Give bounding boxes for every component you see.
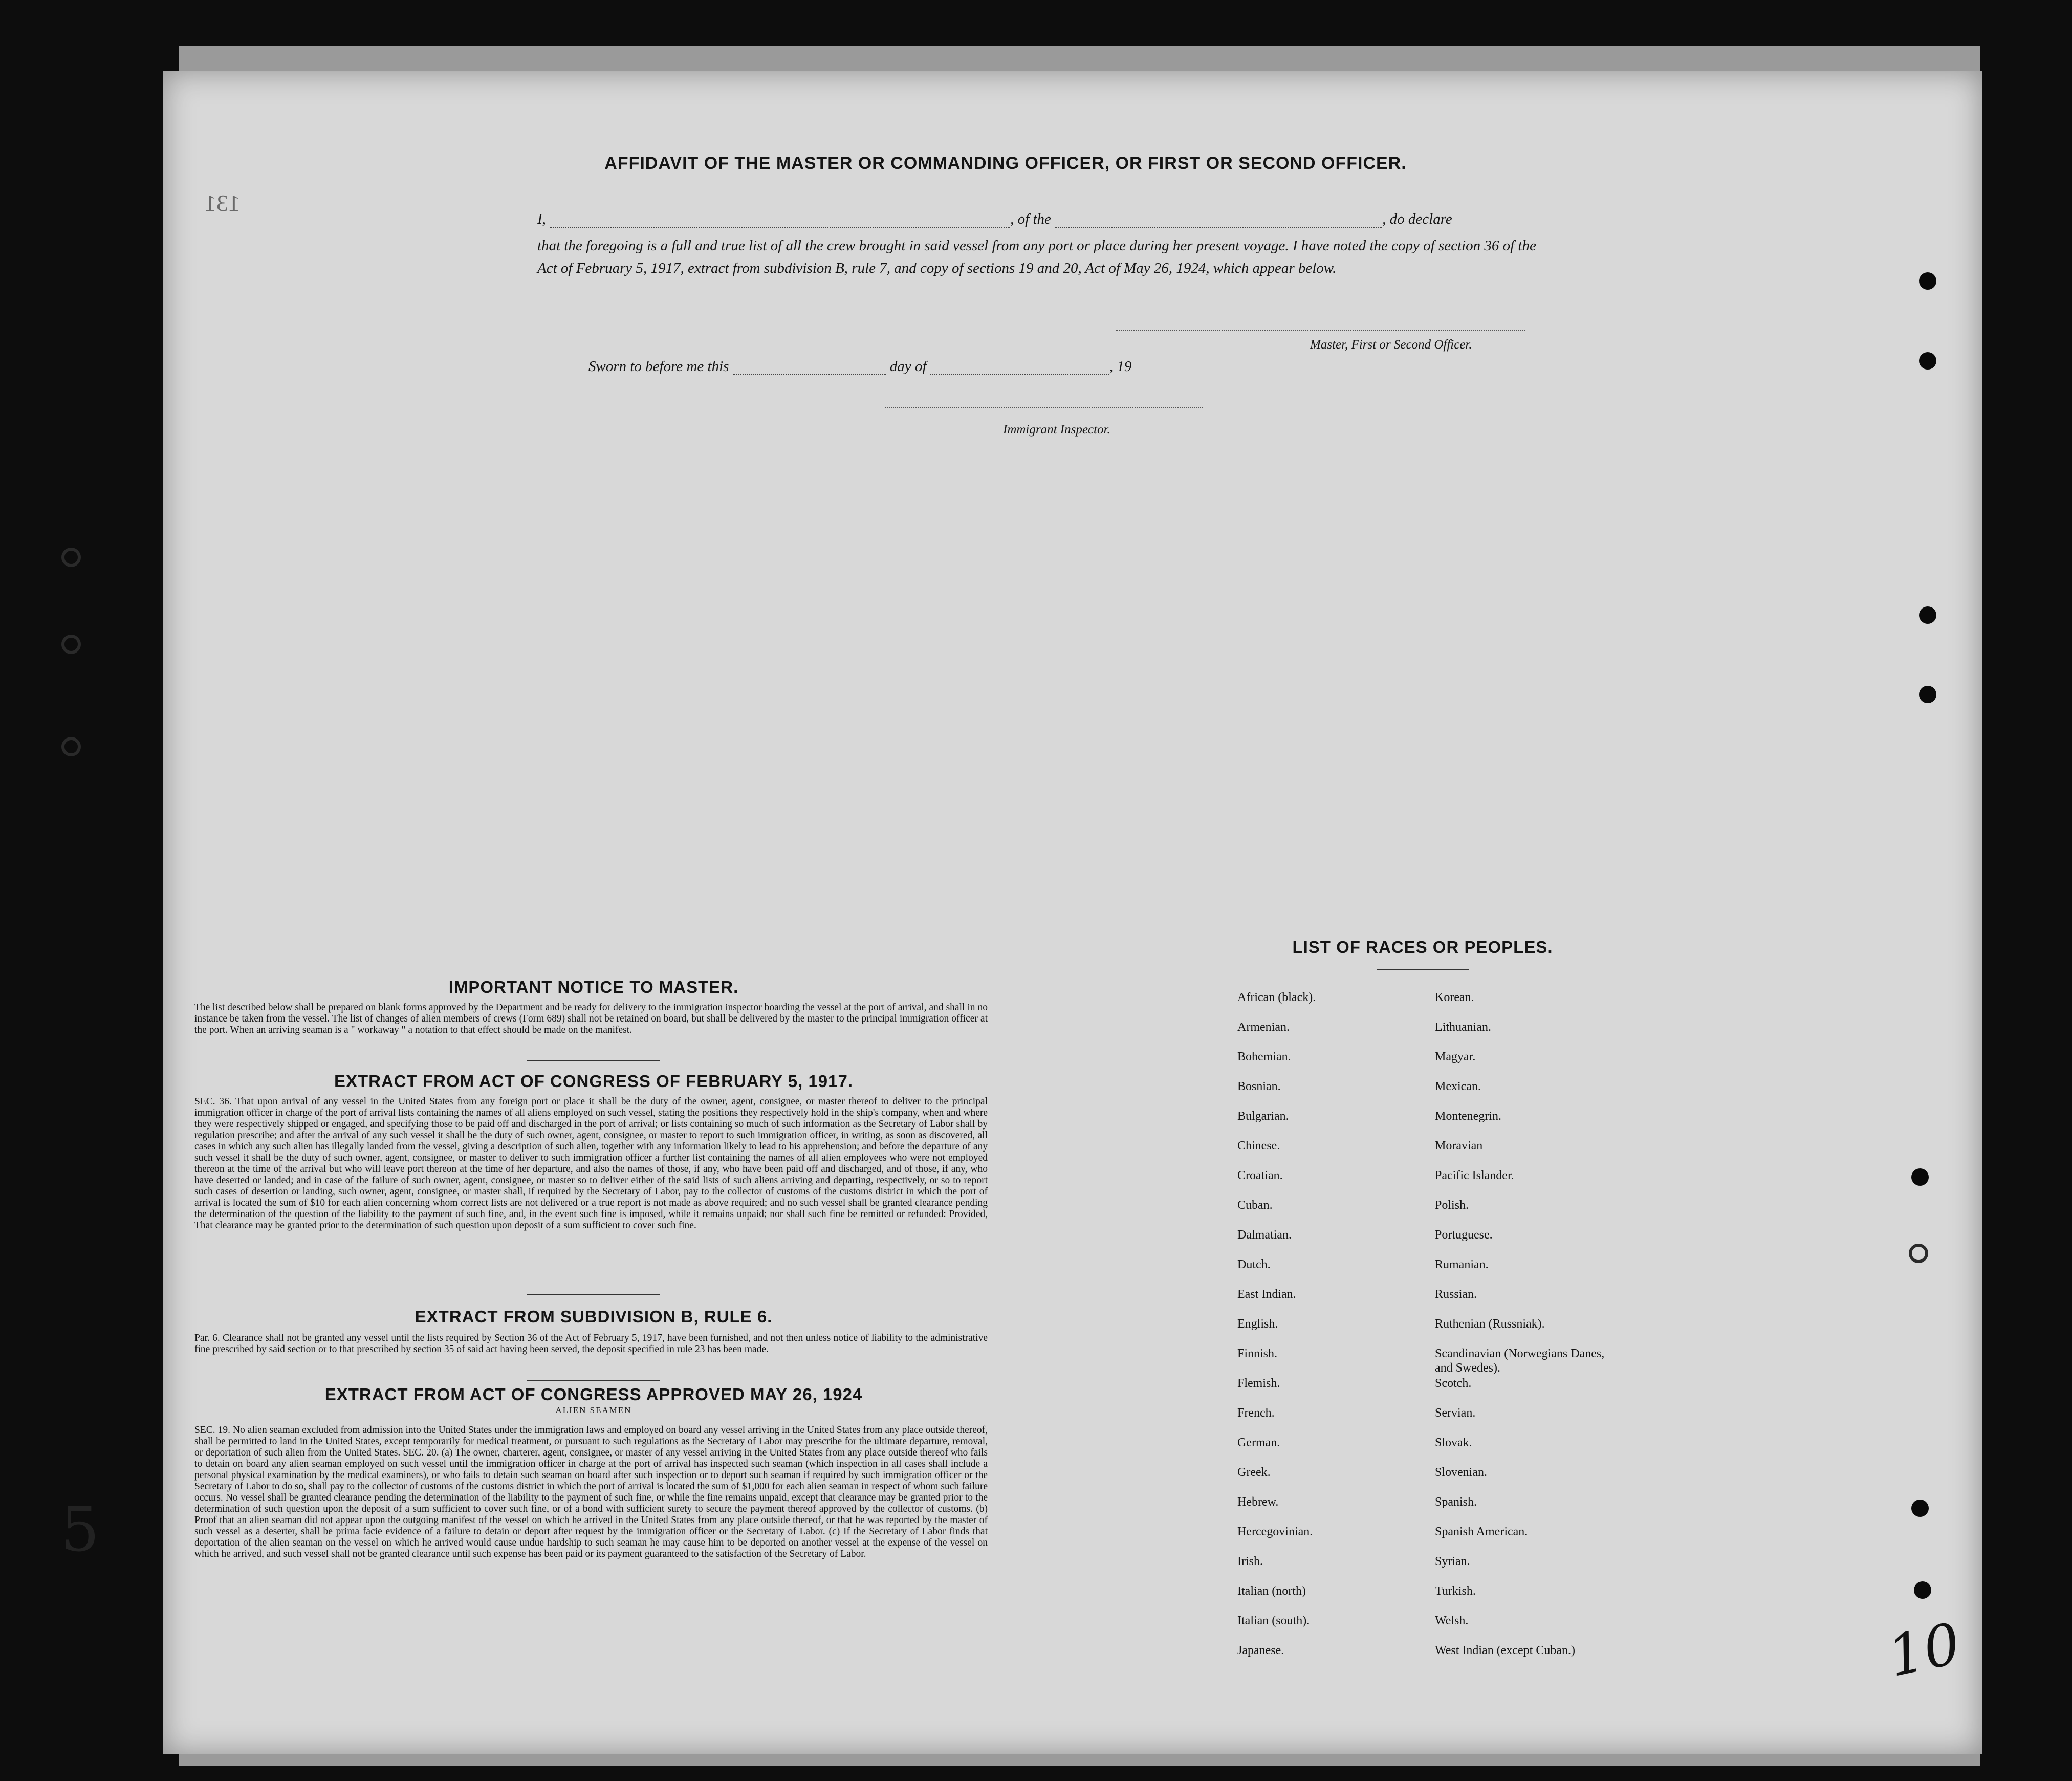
race-item: Russian. (1435, 1288, 1477, 1301)
race-item: Bulgarian. (1237, 1110, 1289, 1123)
race-item: German. (1237, 1436, 1280, 1449)
race-item: French. (1237, 1406, 1275, 1420)
race-item: Chinese. (1237, 1139, 1280, 1153)
race-item: African (black). (1237, 991, 1316, 1004)
declarant-label: I, (537, 211, 546, 227)
extract-1924-text: SEC. 19. No alien seaman excluded from admission into the United States under the immigration laws and employed on board any vessel arriving in the United States from any place outside thereof, shall be permitted to land in the United States, except temporarily for medical treatment, or pursuant to such regulations as the Secretary of Labor may prescribe for the ultimate departure, removal, or deportation of such alien from the United States. SEC. 20. (a) The owner, charterer, agent, consignee, or master of any vessel arriving in the United States from any place outside thereof who fails to detain on board any alien seaman employed on such vessel until the immigration officer in charge at the port of arrival has inspected such seaman (which inspection in all cases shall include a personal physical examination by the medical examiners), or who fails to detain such seaman on board after such inspection or to deport such seaman if required by such immigration officer or the Secretary of Labor to do so, shall pay to the collector of customs of the customs district in which the port of arrival is located the sum of $1,000 for each alien seaman in respect of whom such failure occurs. No vessel shall be granted clearance pending the determination of the liability to the payment of such fine, or while the fine remains unpaid, except that clearance may be granted prior to the determination of such question upon the deposit of a sum sufficient to cover such fine, or of a bond with sufficient surety to secure the payment thereof approved by the collector of customs. (b) Proof that an alien seaman did not appear upon the outgoing manifest of the vessel on which he arrived in the United States from any place outside thereof, or that he was reported by the master of such vessel as a deserter, shall be prima facie evidence of a failure to detain or deport after request by the immigration officer or the Secretary of Labor. (c) If the Secretary of Labor finds that deportation of the alien seaman on the vessel on which he arrived would cause undue hardship to such seaman he may cause him to be deported on another vessel at the expense of the vessel on which he arrived, and such vessel shall not be granted clearance until such expense has been paid or its payment guaranteed to the satisfaction of the Secretary of Labor. (194, 1425, 988, 1559)
divider (527, 1294, 660, 1295)
race-item: Flemish. (1237, 1377, 1280, 1390)
races-column-2 (1435, 990, 1742, 1673)
binder-hole (61, 548, 81, 567)
extract-1924-title: EXTRACT FROM ACT OF CONGRESS APPROVED MAY 26, 1924 (324, 1385, 863, 1404)
binder-hole (61, 737, 81, 756)
race-item: Syrian. (1435, 1555, 1470, 1568)
race-item: Slovak. (1435, 1436, 1472, 1449)
race-item: Scotch. (1435, 1377, 1472, 1390)
handwritten-margin-mark: 5 (60, 1494, 100, 1566)
sworn-month-blank (930, 374, 1109, 375)
race-item: Hebrew. (1237, 1495, 1279, 1509)
inspector-caption: Immigrant Inspector. (1003, 423, 1110, 437)
race-item: Magyar. (1435, 1050, 1476, 1063)
race-item: Spanish American. (1435, 1525, 1528, 1538)
race-item: Greek. (1237, 1466, 1271, 1479)
race-item: Dutch. (1237, 1258, 1271, 1271)
race-item: Dalmatian. (1237, 1228, 1292, 1242)
extract-1924-subtitle: ALIEN SEAMEN (555, 1405, 632, 1415)
races-title: LIST OF RACES OR PEOPLES. (1292, 938, 1553, 957)
divider (527, 1060, 660, 1061)
race-item: East Indian. (1237, 1288, 1296, 1301)
race-item: Hercegovinian. (1237, 1525, 1313, 1538)
race-item: Montenegrin. (1435, 1110, 1501, 1123)
stamp-number: 131 (205, 190, 240, 216)
declare-label: , do declare (1382, 211, 1452, 227)
race-item: Moravian (1435, 1139, 1483, 1153)
race-item: Pacific Islander. (1435, 1169, 1514, 1182)
race-item: Bosnian. (1237, 1080, 1281, 1093)
binder-hole (61, 635, 81, 654)
race-item: English. (1237, 1317, 1278, 1331)
race-item: Lithuanian. (1435, 1020, 1491, 1034)
year-label: , 19 (1109, 358, 1132, 375)
race-item: Irish. (1237, 1555, 1263, 1568)
affidavit-body: that the foregoing is a full and true list of all the crew brought in said vessel from any port or place during her present voyage. I have noted the copy of section 36 of the Act of February 5, 1917, extract from subdivision B, rule 7, and copy of sections 19 and 20, Act of May 26, 1924, which appear below. (537, 237, 1536, 276)
vessel-name-blank (1055, 227, 1382, 228)
vessel-label: , of the (1010, 211, 1051, 227)
binder-hole (1919, 352, 1936, 370)
binder-hole (1914, 1581, 1931, 1599)
race-item: West Indian (except Cuban.) (1435, 1644, 1575, 1657)
divider (1377, 969, 1469, 970)
notice-title: IMPORTANT NOTICE TO MASTER. (448, 978, 739, 996)
extract-1917-title: EXTRACT FROM ACT OF CONGRESS OF FEBRUARY 5, 1917. (334, 1072, 854, 1091)
race-item: Spanish. (1435, 1495, 1477, 1509)
race-item: Polish. (1435, 1199, 1469, 1212)
race-item: Armenian. (1237, 1020, 1290, 1034)
master-caption: Master, First or Second Officer. (1310, 338, 1472, 352)
notice-text: The list described below shall be prepared on blank forms approved by the Department and be ready for delivery to the immigration inspector boarding the vessel at the port of arrival, and shall in no instance be taken from the vessel. The list of changes of alien members of crews (Form 689) shall not be retained on board, but shall be delivered by the master to the principal immigration officer at the port. When an arriving seaman is a " workaway " a notation to that effect should be made on the manifest. (194, 1002, 988, 1035)
extract-rule6-title: EXTRACT FROM SUBDIVISION B, RULE 6. (415, 1307, 773, 1326)
race-item: Mexican. (1435, 1080, 1481, 1093)
binder-hole (1909, 1244, 1928, 1263)
declarant-name-blank (550, 227, 1010, 228)
race-item: Servian. (1435, 1406, 1476, 1420)
binder-hole (1911, 1500, 1929, 1517)
day-of-label: day of (889, 358, 927, 375)
race-item: Italian (south). (1237, 1614, 1310, 1627)
binder-hole (1919, 606, 1936, 624)
divider (527, 1380, 660, 1381)
race-item: Ruthenian (Russniak). (1435, 1317, 1545, 1331)
race-item: Rumanian. (1435, 1258, 1489, 1271)
extract-1917-text: SEC. 36. That upon arrival of any vessel in the United States from any foreign port or place it shall be the duty of the owner, agent, consignee, or master thereof to deliver to the principal immigration officer in charge of the port of arrival lists containing the names of all aliens employed on such vessel, stating the positions they respectively hold in the ship's company, when and where they were respectively shipped or engaged, and specifying those to be paid off and discharged in the port of arrival; or lists containing so much of such information as the Secretary of Labor shall by regulation prescribe; and after the arrival of any such vessel it shall be the duty of such owner, agent, consignee, or master to report to such immigration officer, in writing, as soon as discovered, all cases in which any such alien has illegally landed from the vessel, giving a description of such alien, together with any information likely to lead to his apprehension; and before the departure of any such vessel it shall be the duty of such owner, agent, consignee, or master to deliver to such immigration officer a further list containing the names of all alien employees who were not employed thereon at the time of the arrival but who will leave port thereon at the time of her departure, and also the names of those, if any, who have been paid off and discharged, and of those, if any, who have deserted or landed; and in case of the failure of such owner, agent, consignee, or master so to deliver either of the said lists of such aliens arriving and departing, respectively, or so to report such cases of desertion or landing, such owner, agent, consignee, or master shall, if required by the Secretary of Labor, pay to the collector of customs of the customs district in which the port of arrival is located the sum of $10 for each alien concerning whom correct lists are not delivered or a true report is not made as above required; and no such vessel shall be granted clearance pending the determination of the question of the liability to the payment of such fine, and, in the event such fine is imposed, while it remains unpaid; nor shall such fine be remitted or refunded: Provided, That clearance may be granted prior to the determination of such question upon deposit of a sum sufficient to cover such fine. (194, 1096, 988, 1231)
master-signature-line (1116, 330, 1525, 331)
race-item: Scandinavian (Norwegians Danes, and Swedes). (1435, 1347, 1605, 1375)
sworn-line (588, 358, 1131, 375)
binder-hole (1911, 1168, 1929, 1186)
race-item: Korean. (1435, 991, 1474, 1004)
race-item: Turkish. (1435, 1584, 1476, 1598)
binder-hole (1919, 686, 1936, 703)
race-item: Finnish. (1237, 1347, 1278, 1360)
sworn-label: Sworn to before me this (588, 358, 729, 375)
affidavit-title: AFFIDAVIT OF THE MASTER OR COMMANDING OFFICER, OR FIRST OR SECOND OFFICER. (604, 154, 1407, 173)
handwritten-page-number: 10 (1882, 1610, 1966, 1690)
race-item: Slovenian. (1435, 1466, 1487, 1479)
race-item: Japanese. (1237, 1644, 1284, 1657)
race-item: Cuban. (1237, 1199, 1273, 1212)
race-item: Bohemian. (1237, 1050, 1291, 1063)
race-item: Welsh. (1435, 1614, 1469, 1627)
inspector-signature-line (885, 407, 1203, 408)
sworn-day-blank (733, 374, 886, 375)
binder-hole (1919, 272, 1936, 290)
extract-rule6-text: Par. 6. Clearance shall not be granted any vessel until the lists required by Section 36 of the Act of February 5, 1917, have been furnished, and not then unless notice of liability to the administrative fine prescribed by said section or to that prescribed by section 35 of said act having been served, the deposit specified in rule 23 has been made. (194, 1333, 988, 1355)
race-item: Italian (north) (1237, 1584, 1306, 1598)
race-item: Portuguese. (1435, 1228, 1493, 1242)
affidavit-declaration-line (537, 211, 1551, 228)
race-item: Croatian. (1237, 1169, 1283, 1182)
